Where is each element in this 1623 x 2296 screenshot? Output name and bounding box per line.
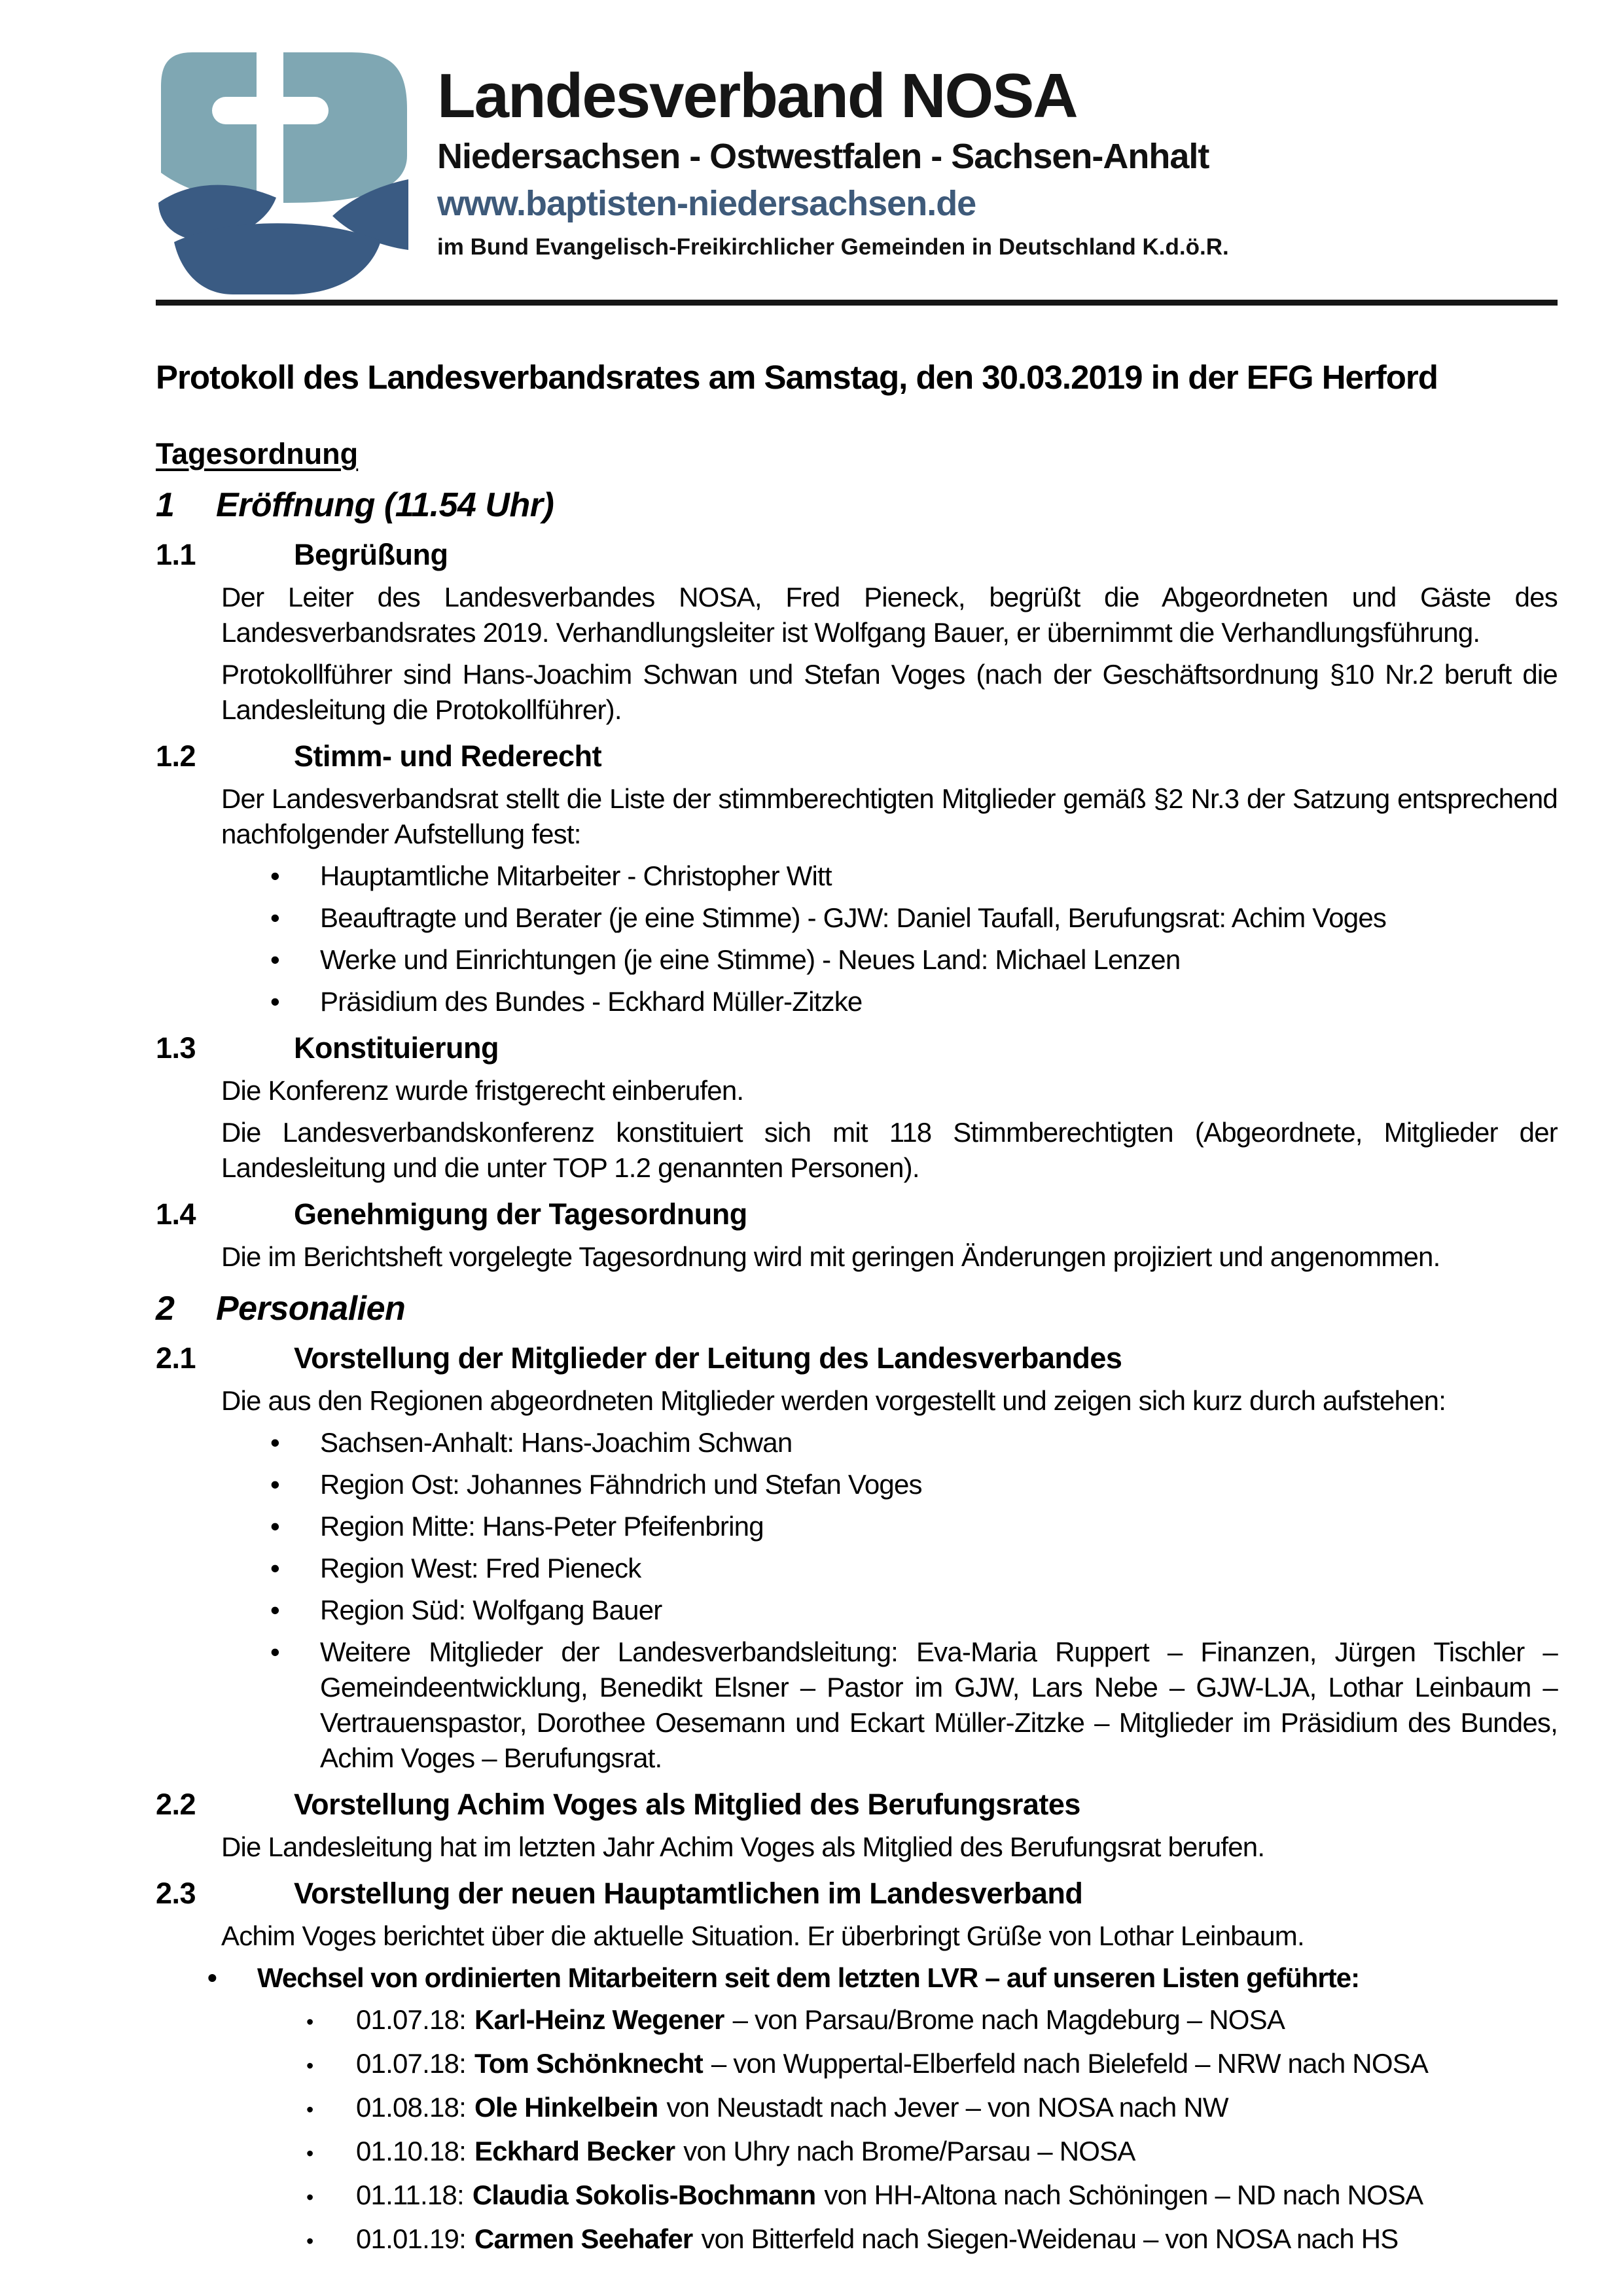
- paragraph: Die Konferenz wurde fristgerecht einberufen.: [221, 1075, 744, 1106]
- person-name: Carmen Seehafer: [474, 2223, 693, 2254]
- person-name: Karl-Heinz Wegener: [474, 2004, 724, 2035]
- bullet-icon: [270, 1467, 320, 1502]
- section-title: Vorstellung der neuen Hauptamtlichen im Landesverband: [294, 1877, 1083, 1910]
- list-item: [156, 942, 1558, 978]
- bullet-icon: [306, 2134, 356, 2171]
- paragraph: Protokollführer sind Hans-Joachim Schwan und Stefan Voges (nach der Geschäftsordnung §10 Nr.2 beruft die Landesleitung die Protokollführer).: [221, 659, 1558, 725]
- list-item-text: Sachsen-Anhalt: Hans-Joachim Schwan: [320, 1427, 793, 1458]
- section-2-heading: [156, 1288, 1558, 1330]
- list-item: [156, 1509, 1558, 1544]
- list-item-text: Hauptamtliche Mitarbeiter - Christopher Witt: [320, 860, 832, 891]
- list-item: [156, 1467, 1558, 1502]
- list-item-text: [356, 2046, 1558, 2083]
- list-item: [156, 1593, 1558, 1628]
- org-name: Landesverband NOSA: [437, 61, 1077, 131]
- bullet-icon: [270, 858, 320, 894]
- change-detail: von HH-Altona nach Schöningen – ND nach NOSA: [824, 2180, 1423, 2210]
- paragraph: Die im Berichtsheft vorgelegte Tagesordnung wird mit geringen Änderungen projiziert und angenommen.: [221, 1241, 1440, 1272]
- section-1-heading: [156, 484, 1558, 526]
- section-number: 1: [156, 486, 175, 524]
- person-name: Claudia Sokolis-Bochmann: [472, 2180, 816, 2210]
- list-item: [156, 1425, 1558, 1460]
- letterhead-text: [437, 61, 1229, 297]
- fish-cross-logo-icon: [156, 47, 431, 297]
- list-item: [156, 900, 1558, 936]
- header-divider: [156, 300, 1558, 306]
- list-item-text: Weitere Mitglieder der Landesverbandsleitung: Eva-Maria Ruppert – Finanzen, Jürgen Tischler – Gemeindeentwicklung, Benedikt Elsner – Pastor im GJW, Lars Nebe – GJW-LJA, Lothar Leinbaum – Vertrauenspastor, Dorothee Oesemann und Eckart Müller-Zitzke – Mitglieder im Präsidium des Bundes, Achim Voges – Berufungsrat.: [320, 1636, 1558, 1773]
- logo-top-shape: [161, 52, 407, 203]
- letterhead: [156, 0, 1558, 297]
- org-federation-line: im Bund Evangelisch-Freikirchlicher Gemeinden in Deutschland K.d.ö.R.: [437, 234, 1229, 260]
- section-number: 1.2: [156, 739, 196, 773]
- list-item-text: [356, 2002, 1558, 2040]
- change-detail: – von Parsau/Brome nach Magdeburg – NOSA: [732, 2004, 1285, 2035]
- section-number: 2.1: [156, 1341, 196, 1375]
- section-title: Eröffnung (11.54 Uhr): [216, 486, 554, 524]
- change-detail: von Bitterfeld nach Siegen-Weidenau – von NOSA nach HS: [701, 2223, 1399, 2254]
- section-2-2-heading: [156, 1786, 1558, 1823]
- paragraph: Der Leiter des Landesverbandes NOSA, Fred Pieneck, begrüßt die Abgeordneten und Gäste des Landesverbandsrates 2019. Verhandlungsleiter ist Wolfgang Bauer, er übernimmt die Verhandlungsführung.: [221, 582, 1558, 648]
- list-item-text: [356, 2090, 1558, 2127]
- section-2-1-heading: [156, 1340, 1558, 1377]
- list-item: [156, 2221, 1558, 2259]
- section-number: 2: [156, 1290, 175, 1328]
- change-date: 01.01.19:: [356, 2223, 466, 2254]
- bullet-icon: [270, 984, 320, 1019]
- section-title: Genehmigung der Tagesordnung: [294, 1197, 747, 1231]
- agenda-heading: Tagesordnung: [156, 437, 359, 470]
- list-item-text: Beauftragte und Berater (je eine Stimme) - GJW: Daniel Taufall, Berufungsrat: Achim Voges: [320, 902, 1387, 933]
- list-item-text: Werke und Einrichtungen (je eine Stimme) - Neues Land: Michael Lenzen: [320, 944, 1181, 975]
- section-number: 2.3: [156, 1877, 196, 1910]
- bullet-icon: [270, 1425, 320, 1460]
- bullet-icon: [306, 2090, 356, 2127]
- bullet-icon: [306, 2046, 356, 2083]
- list-item: [156, 1551, 1558, 1586]
- list-item: [156, 2134, 1558, 2171]
- person-name: Ole Hinkelbein: [474, 2092, 658, 2123]
- cross-horizontal-bar: [212, 97, 329, 124]
- section-number: 1.3: [156, 1031, 196, 1065]
- list-item-text: Wechsel von ordinierten Mitarbeitern seit dem letzten LVR – auf unseren Listen geführte:: [257, 1962, 1360, 1993]
- change-date: 01.08.18:: [356, 2092, 466, 2123]
- section-2-3-heading: [156, 1875, 1558, 1912]
- section-1-2-heading: [156, 738, 1558, 775]
- list-item: [156, 1634, 1558, 1776]
- change-date: 01.07.18:: [356, 2048, 466, 2079]
- list-item-header: [156, 1960, 1558, 1996]
- section-title: Konstituierung: [294, 1031, 499, 1065]
- list-item-text: Region Süd: Wolfgang Bauer: [320, 1595, 662, 1625]
- bullet-icon: [270, 1551, 320, 1586]
- list-item: [156, 2090, 1558, 2127]
- person-name: Tom Schönknecht: [474, 2048, 703, 2079]
- list-item-text: Region Mitte: Hans-Peter Pfeifenbring: [320, 1511, 764, 1542]
- paragraph: Der Landesverbandsrat stellt die Liste der stimmberechtigten Mitglieder gemäß §2 Nr.3 der Satzung entsprechend nachfolgender Aufstellung fest:: [221, 783, 1558, 849]
- section-title: Vorstellung der Mitglieder der Leitung des Landesverbandes: [294, 1341, 1122, 1375]
- paragraph: Die Landesleitung hat im letzten Jahr Achim Voges als Mitglied des Berufungsrat berufen.: [221, 1831, 1265, 1862]
- list-item-text: [356, 2134, 1558, 2171]
- paragraph: Die aus den Regionen abgeordneten Mitglieder werden vorgestellt und zeigen sich kurz durch aufstehen:: [221, 1385, 1446, 1416]
- bullet-icon: [270, 942, 320, 978]
- change-detail: von Neustadt nach Jever – von NOSA nach NW: [666, 2092, 1228, 2123]
- change-detail: von Uhry nach Brome/Parsau – NOSA: [683, 2136, 1135, 2166]
- list-item: [156, 984, 1558, 1019]
- change-date: 01.11.18:: [356, 2180, 464, 2210]
- change-date: 01.07.18:: [356, 2004, 466, 2035]
- change-date: 01.10.18:: [356, 2136, 466, 2166]
- section-1-4-heading: [156, 1196, 1558, 1233]
- section-number: 1.1: [156, 538, 196, 571]
- section-1-3-heading: [156, 1030, 1558, 1067]
- section-title: Begrüßung: [294, 538, 448, 571]
- bullet-icon: [270, 1593, 320, 1628]
- section-title: Stimm- und Rederecht: [294, 739, 602, 773]
- list-item-text: [356, 2178, 1558, 2215]
- bullet-icon: [207, 1960, 257, 1996]
- paragraph: Die Landesverbandskonferenz konstituiert sich mit 118 Stimmberechtigten (Abgeordnete, Mitglieder der Landesleitung und die unter TOP 1.2 genannten Personen).: [221, 1117, 1558, 1183]
- list-item-text: Region Ost: Johannes Fähndrich und Stefan Voges: [320, 1469, 922, 1500]
- org-website-link[interactable]: www.baptisten-niedersachsen.de: [437, 183, 976, 223]
- section-title: Personalien: [216, 1290, 406, 1328]
- list-item: [156, 858, 1558, 894]
- bullet-icon: [270, 1509, 320, 1544]
- bullet-icon: [270, 1634, 320, 1776]
- bullet-icon: [306, 2002, 356, 2040]
- change-detail: – von Wuppertal-Elberfeld nach Bielefeld – NRW nach NOSA: [711, 2048, 1429, 2079]
- bullet-icon: [270, 900, 320, 936]
- section-title: Vorstellung Achim Voges als Mitglied des Berufungsrates: [294, 1788, 1080, 1821]
- section-number: 2.2: [156, 1788, 196, 1821]
- document-title: Protokoll des Landesverbandsrates am Samstag, den 30.03.2019 in der EFG Herford: [156, 359, 1438, 396]
- section-number: 1.4: [156, 1197, 196, 1231]
- section-1-1-heading: [156, 537, 1558, 573]
- bullet-icon: [306, 2178, 356, 2215]
- list-item-text: Region West: Fred Pieneck: [320, 1553, 641, 1583]
- person-name: Eckhard Becker: [474, 2136, 675, 2166]
- paragraph: Achim Voges berichtet über die aktuelle Situation. Er überbringt Grüße von Lothar Leinbaum.: [221, 1920, 1304, 1951]
- org-regions-line: Niedersachsen - Ostwestfalen - Sachsen-Anhalt: [437, 136, 1209, 176]
- bullet-icon: [306, 2221, 356, 2259]
- logo-tail-shape: [174, 223, 381, 294]
- list-item: [156, 2002, 1558, 2040]
- list-item: [156, 2178, 1558, 2215]
- list-item-text: [356, 2221, 1558, 2259]
- list-item: [156, 2046, 1558, 2083]
- list-item-text: Präsidium des Bundes - Eckhard Müller-Zitzke: [320, 986, 863, 1017]
